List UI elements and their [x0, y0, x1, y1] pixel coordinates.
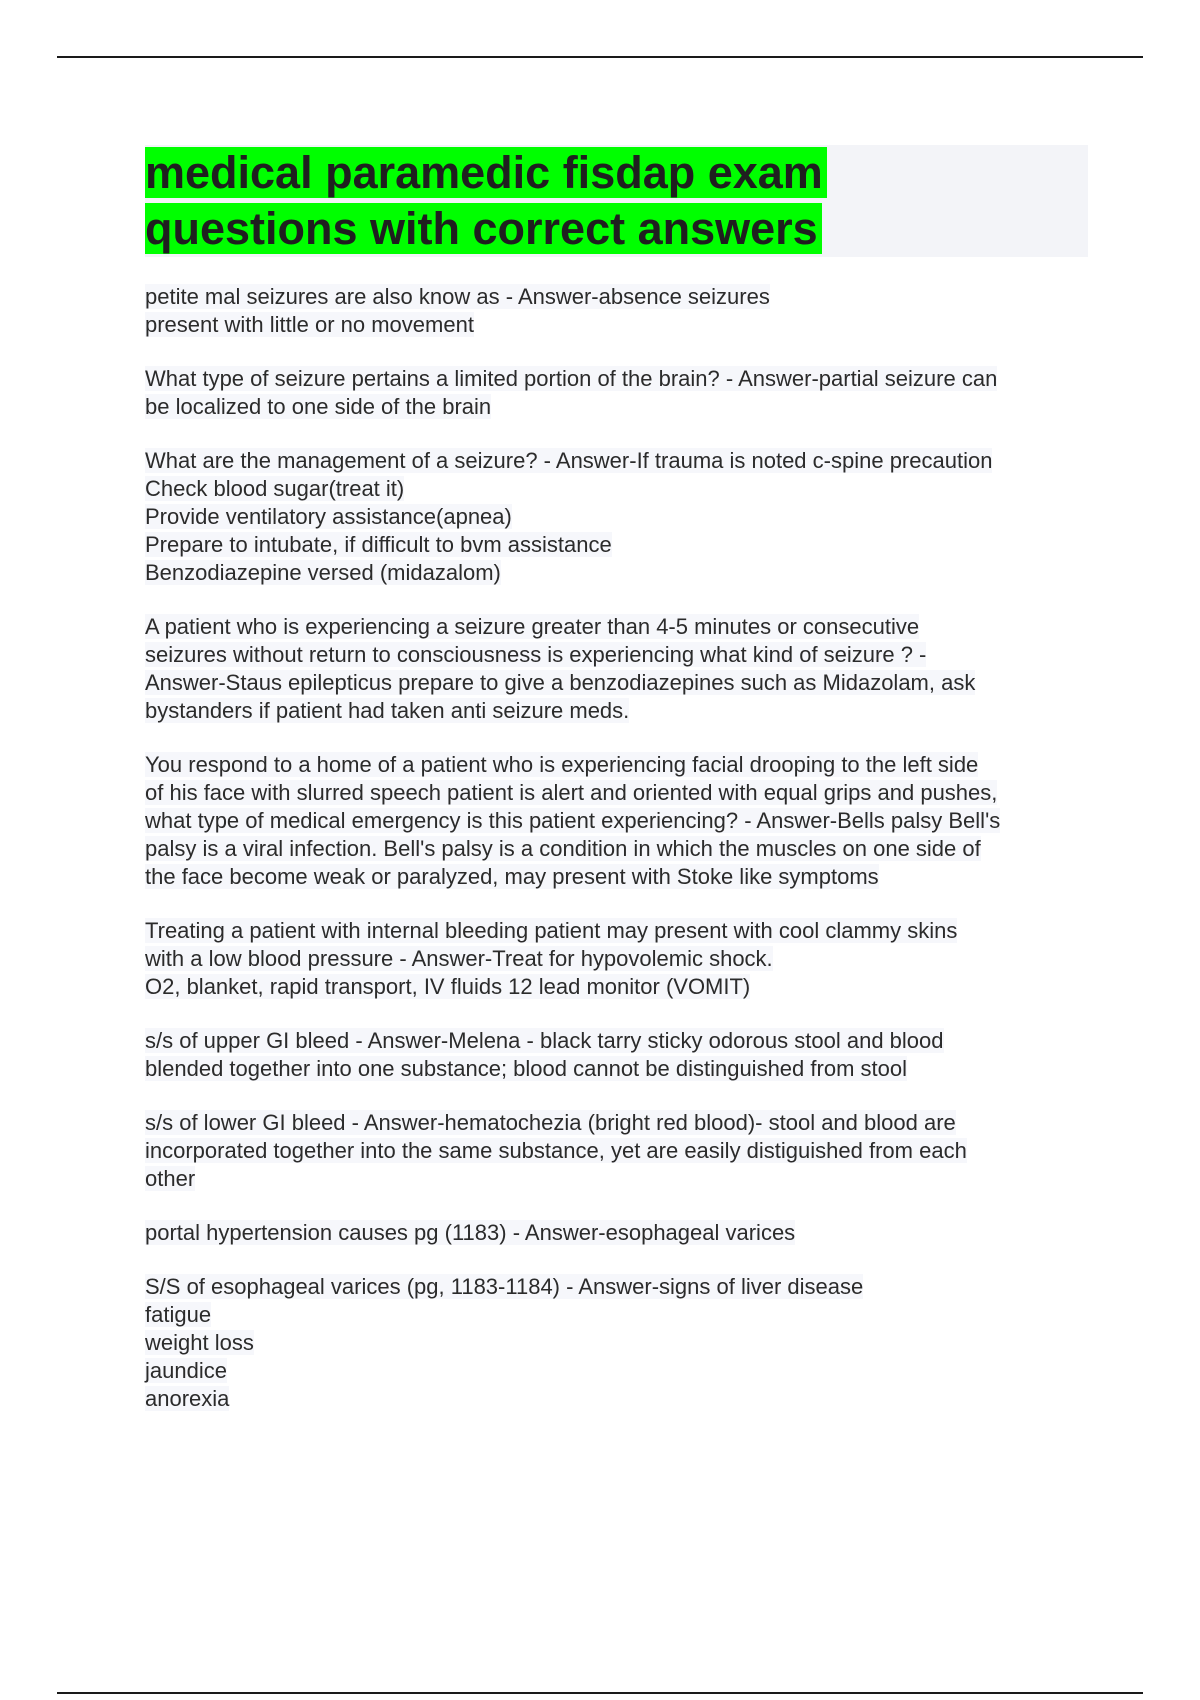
- qa-line-text: Check blood sugar(treat it): [145, 476, 405, 501]
- qa-line-text: What are the management of a seizure? - Answer-If trauma is noted c-spine precaution: [145, 448, 993, 473]
- bottom-rule: [57, 1692, 1143, 1694]
- qa-line-text: You respond to a home of a patient who is experiencing facial drooping to the left side: [145, 752, 979, 777]
- qa-entry: [145, 1219, 1095, 1247]
- qa-line: [145, 1357, 1095, 1385]
- qa-list: [145, 283, 1095, 1439]
- qa-line: [145, 807, 1095, 835]
- qa-line: [145, 475, 1095, 503]
- qa-line: [145, 751, 1095, 779]
- qa-entry: [145, 751, 1095, 891]
- qa-entry: [145, 613, 1095, 725]
- qa-line: [145, 1055, 1095, 1083]
- qa-line: [145, 641, 1095, 669]
- qa-line: [145, 779, 1095, 807]
- qa-line: [145, 1385, 1095, 1413]
- qa-line-text: what type of medical emergency is this patient experiencing? - Answer-Bells palsy Bell's: [145, 808, 1001, 833]
- qa-line-text: other: [145, 1166, 196, 1191]
- qa-line-text: Prepare to intubate, if difficult to bvm assistance: [145, 532, 612, 557]
- qa-line: [145, 973, 1095, 1001]
- qa-line-text: What type of seizure pertains a limited portion of the brain? - Answer-partial seizure can: [145, 366, 998, 391]
- qa-line: [145, 559, 1095, 587]
- top-rule: [57, 56, 1143, 58]
- qa-line-text: palsy is a viral infection. Bell's palsy is a condition in which the muscles on one side of: [145, 836, 981, 861]
- qa-line: [145, 1165, 1095, 1193]
- qa-line-text: jaundice: [145, 1358, 227, 1383]
- qa-line: [145, 863, 1095, 891]
- qa-line-text: be localized to one side of the brain: [145, 394, 492, 419]
- title-line-2: questions with correct answers: [145, 203, 822, 254]
- qa-line-text: portal hypertension causes pg (1183) - Answer-esophageal varices: [145, 1220, 796, 1245]
- qa-line: [145, 1219, 1095, 1247]
- qa-line: [145, 1301, 1095, 1329]
- qa-line: [145, 1329, 1095, 1357]
- qa-line: [145, 1137, 1095, 1165]
- qa-line-text: O2, blanket, rapid transport, IV fluids 12 lead monitor (VOMIT): [145, 974, 751, 999]
- qa-line: [145, 697, 1095, 725]
- qa-line: [145, 1109, 1095, 1137]
- qa-line: [145, 365, 1095, 393]
- qa-line: [145, 1273, 1095, 1301]
- qa-line: [145, 669, 1095, 697]
- qa-line-text: bystanders if patient had taken anti seizure meds.: [145, 698, 630, 723]
- qa-line-text: blended together into one substance; blood cannot be distinguished from stool: [145, 1056, 907, 1081]
- qa-line: [145, 531, 1095, 559]
- qa-line-text: weight loss: [145, 1330, 254, 1355]
- qa-line-text: seizures without return to consciousness is experiencing what kind of seizure ? -: [145, 642, 927, 667]
- qa-line-text: A patient who is experiencing a seizure greater than 4-5 minutes or consecutive: [145, 614, 920, 639]
- qa-line: [145, 311, 1095, 339]
- qa-entry: [145, 365, 1095, 421]
- qa-line-text: with a low blood pressure - Answer-Treat for hypovolemic shock.: [145, 946, 773, 971]
- qa-line-text: fatigue: [145, 1302, 212, 1327]
- qa-line: [145, 1027, 1095, 1055]
- qa-entry: [145, 917, 1095, 1001]
- qa-line-text: Treating a patient with internal bleeding patient may present with cool clammy skins: [145, 918, 958, 943]
- qa-line-text: petite mal seizures are also know as - Answer-absence seizures: [145, 284, 770, 309]
- qa-line: [145, 503, 1095, 531]
- qa-line-text: s/s of upper GI bleed - Answer-Melena - black tarry sticky odorous stool and blood: [145, 1028, 944, 1053]
- qa-entry: [145, 1027, 1095, 1083]
- qa-line-text: incorporated together into the same substance, yet are easily distiguished from each: [145, 1138, 967, 1163]
- qa-line-text: s/s of lower GI bleed - Answer-hematochezia (bright red blood)- stool and blood are: [145, 1110, 956, 1135]
- qa-line: [145, 283, 1095, 311]
- title-block: [145, 145, 1088, 257]
- qa-line: [145, 613, 1095, 641]
- qa-line-text: present with little or no movement: [145, 312, 474, 337]
- qa-line: [145, 945, 1095, 973]
- qa-entry: [145, 447, 1095, 587]
- qa-line-text: of his face with slurred speech patient is alert and oriented with equal grips and pushes,: [145, 780, 998, 805]
- qa-line-text: Benzodiazepine versed (midazalom): [145, 560, 501, 585]
- qa-line: [145, 393, 1095, 421]
- qa-line-text: Provide ventilatory assistance(apnea): [145, 504, 512, 529]
- qa-line-text: S/S of esophageal varices (pg, 1183-1184) - Answer-signs of liver disease: [145, 1274, 864, 1299]
- qa-line-text: Answer-Staus epilepticus prepare to give a benzodiazepines such as Midazolam, ask: [145, 670, 976, 695]
- qa-entry: [145, 1109, 1095, 1193]
- qa-line-text: anorexia: [145, 1386, 230, 1411]
- qa-line: [145, 917, 1095, 945]
- qa-line-text: the face become weak or paralyzed, may present with Stoke like symptoms: [145, 864, 879, 889]
- qa-entry: [145, 1273, 1095, 1413]
- title-line-1: medical paramedic fisdap exam: [145, 147, 827, 198]
- qa-line: [145, 835, 1095, 863]
- page-title: [145, 145, 1088, 257]
- qa-entry: [145, 283, 1095, 339]
- qa-line: [145, 447, 1095, 475]
